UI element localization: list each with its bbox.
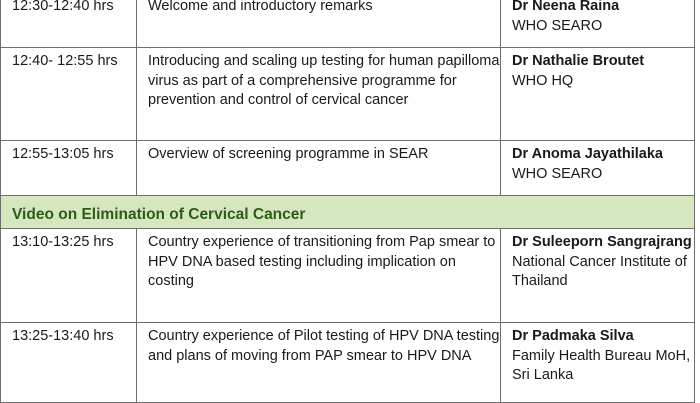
session-topic: Welcome and introductory remarks [137,0,501,48]
session-time: 12:55-13:05 hrs [1,141,137,196]
session-time: 13:10-13:25 hrs [1,229,137,323]
speaker-organization: National Cancer Institute of Thailand [512,253,687,289]
table-row [1,48,695,141]
section-banner-row [1,196,695,229]
session-speaker [501,229,695,323]
session-time: 13:25-13:40 hrs [1,323,137,403]
session-time: 12:30-12:40 hrs [1,0,137,48]
section-banner: Video on Elimination of Cervical Cancer [1,196,695,229]
table-row [1,323,695,403]
session-topic: Country experience of transitioning from Pap smear to HPV DNA based testing including implication on costing [137,229,501,323]
speaker-name: Dr Nathalie Broutet [512,53,645,69]
session-speaker [501,0,695,48]
table-row [1,229,695,323]
speaker-name: Dr Suleeporn Sangrajrang [512,234,692,250]
speaker-name: Dr Neena Raina [512,0,620,14]
session-speaker [501,141,695,196]
session-topic: Introducing and scaling up testing for human papilloma virus as part of a comprehensive programme for prevention and control of cervical cancer [137,48,501,141]
speaker-organization: WHO SEARO [512,165,603,182]
session-speaker [501,323,695,403]
session-time: 12:40- 12:55 hrs [1,48,137,141]
speaker-name: Dr Padmaka Silva [512,328,634,344]
speaker-name: Dr Anoma Jayathilaka [512,146,663,162]
speaker-organization: Family Health Bureau MoH, Sri Lanka [512,347,691,383]
table-row [1,0,695,48]
session-topic: Overview of screening programme in SEAR [137,141,501,196]
speaker-organization: WHO SEARO [512,17,603,34]
speaker-organization: WHO HQ [512,72,574,89]
session-topic: Country experience of Pilot testing of HPV DNA testing and plans of moving from PAP smear to HPV DNA [137,323,501,403]
session-speaker [501,48,695,141]
table-row [1,141,695,196]
